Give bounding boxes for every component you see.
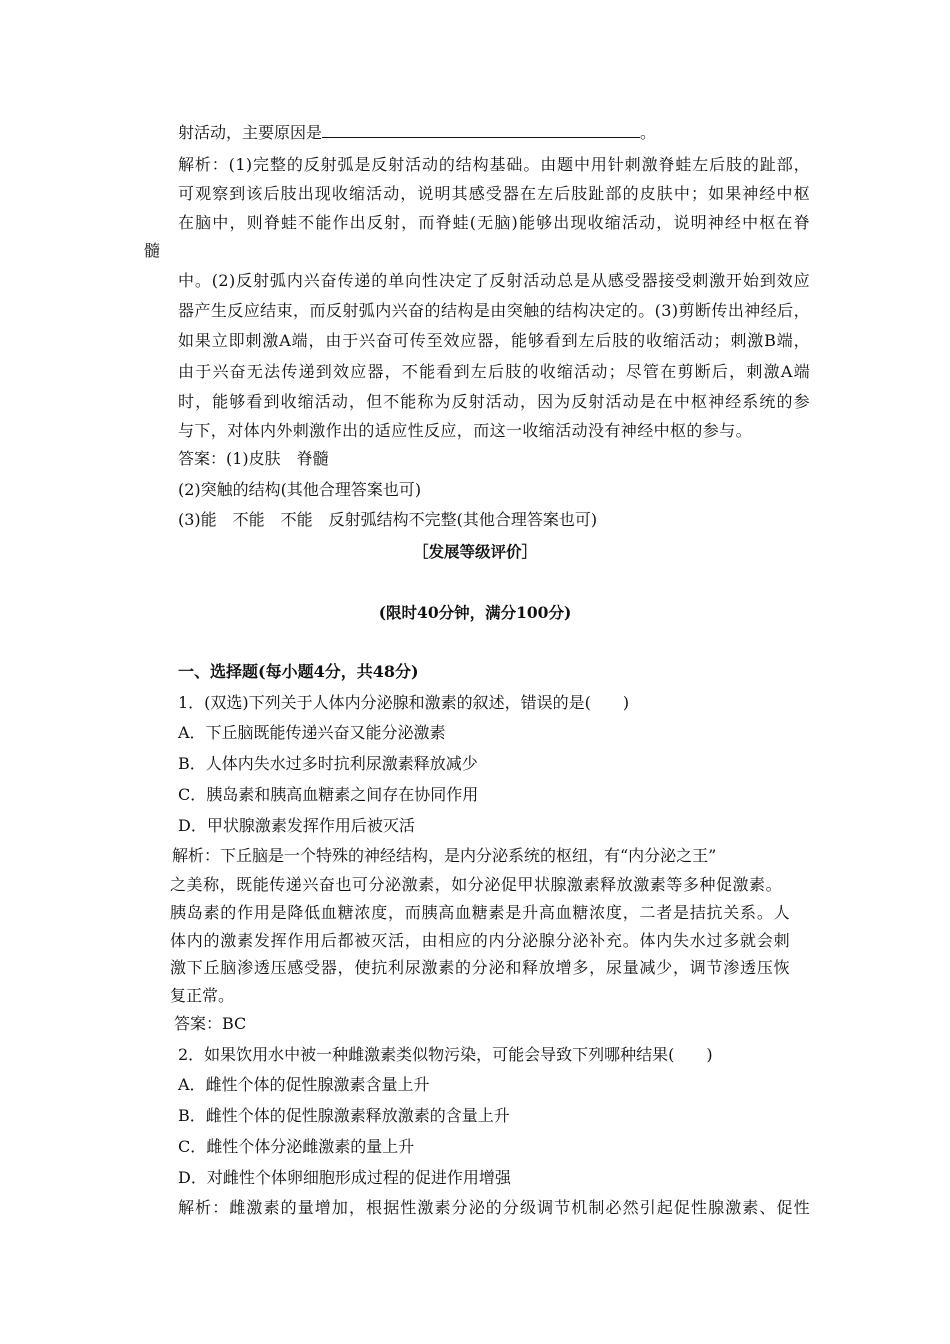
explanation-line: 体内的激素发挥作用后都被灭活，由相应的内分泌腺分泌补充。体内失水过多就会刺 <box>170 931 790 950</box>
answer-line: 答案：(1)皮肤 脊髓 <box>178 449 329 468</box>
answer-line: (3)能 不能 不能 反射弧结构不完整(其他合理答案也可) <box>178 510 598 529</box>
paragraph-line: 解析：(1)完整的反射弧是反射活动的结构基础。由题中用针刺激脊蛙左后肢的趾部， <box>178 155 810 174</box>
explanation-line: 激下丘脑渗透压感受器，使抗利尿激素的分泌和释放增多，尿量减少，调节渗透压恢 <box>170 958 790 977</box>
paragraph-line: 如果立即刺激A端，由于兴奋可传至效应器，能够看到左后肢的收缩活动；刺激B端， <box>178 331 810 350</box>
option-a: A．下丘脑既能传递兴奋又能分泌激素 <box>178 723 446 742</box>
question-stem: 2．如果饮用水中被一种雌激素类似物污染，可能会导致下列哪种结果( ) <box>178 1045 713 1064</box>
paragraph-line: 髓 <box>144 241 161 260</box>
question-stem: 1．(双选)下列关于人体内分泌腺和激素的叙述，错误的是( ) <box>178 693 630 712</box>
explanation-line: 解析：下丘脑是一个特殊的神经结构，是内分泌系统的枢纽，有“内分泌之王” <box>172 846 717 865</box>
paragraph-line: 在脑中，则脊蛙不能作出反射，而脊蛙(无脑)能够出现收缩活动，说明神经中枢在脊 <box>178 213 810 232</box>
paragraph-line: 器产生反应结束，而反射弧内兴奋的结构是由突触的结构决定的。(3)剪断传出神经后， <box>178 301 810 320</box>
answer-line: 答案：BC <box>174 1014 247 1033</box>
explanation-line: 之美称，既能传递兴奋也可分泌激素，如分泌促甲状腺激素释放激素等多种促激素。 <box>170 875 782 894</box>
line-text: 射活动，主要原因是 <box>178 123 323 142</box>
option-d: D．对雌性个体卵细胞形成过程的促进作用增强 <box>178 1168 511 1187</box>
option-c: C．胰岛素和胰高血糖素之间存在协同作用 <box>178 785 479 804</box>
paragraph-line: 与下，对体内外刺激作出的适应性反应，而这一收缩活动没有神经中枢的参与。 <box>178 421 753 440</box>
paragraph-line: 可观察到该后肢出现收缩活动，说明其感受器在左后肢趾部的皮肤中；如果神经中枢 <box>178 184 810 203</box>
explanation-line: 胰岛素的作用是降低血糖浓度，而胰高血糖素是升高血糖浓度，二者是拮抗关系。人 <box>170 903 790 922</box>
paragraph-line: 由于兴奋无法传递到效应器，不能看到左后肢的收缩活动；尽管在剪断后，刺激A端 <box>178 362 810 381</box>
option-d: D．甲状腺激素发挥作用后被灭活 <box>178 816 415 835</box>
section-title: ［发展等级评价］ <box>412 542 537 561</box>
paragraph-line: 中。(2)反射弧内兴奋传递的单向性决定了反射活动总是从感受器接受刺激开始到效应 <box>178 271 810 290</box>
option-b: B．人体内失水过多时抗利尿激素释放减少 <box>178 754 478 773</box>
paragraph-line <box>178 123 810 143</box>
time-limit: (限时40分钟，满分100分) <box>378 603 572 622</box>
explanation-line: 复正常。 <box>170 986 235 1005</box>
paragraph-line: 时，能够看到收缩活动，但不能称为反射活动，因为反射活动是在中枢神经系统的参 <box>178 392 810 411</box>
explanation-line: 解析：雌激素的量增加，根据性激素分泌的分级调节机制必然引起促性腺激素、促性 <box>178 1198 810 1217</box>
line-text: 。 <box>640 123 657 142</box>
answer-line: (2)突触的结构(其他合理答案也可) <box>178 480 422 499</box>
option-b: B．雌性个体的促性腺激素释放激素的含量上升 <box>178 1106 510 1125</box>
answer-blank <box>322 123 640 138</box>
option-a: A．雌性个体的促性腺激素含量上升 <box>178 1075 430 1094</box>
section-heading: 一、选择题(每小题4分，共48分) <box>178 662 419 681</box>
option-c: C．雌性个体分泌雌激素的量上升 <box>178 1137 415 1156</box>
